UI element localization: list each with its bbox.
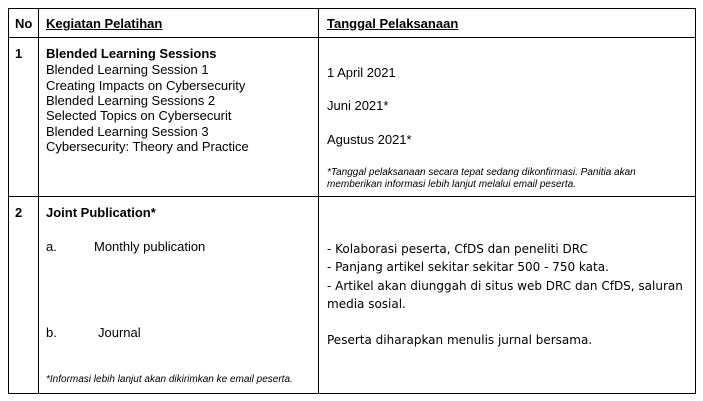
row1-item: Creating Impacts on Cybersecurity (46, 78, 246, 93)
row1-date-april: 1 April 2021 (327, 65, 396, 80)
table-divider-header (8, 37, 696, 38)
row1-no: 1 (15, 46, 23, 61)
row2-detail: - Artikel akan diunggah di situs web DRC dan CfDS, saluran (327, 279, 683, 293)
table-col-divider-2 (318, 8, 319, 394)
row2-item-b-label: Journal (98, 325, 141, 340)
table-border-right (695, 8, 696, 394)
row2-detail: - Kolaborasi peserta, CfDS dan peneliti DRC (327, 242, 588, 256)
row2-title: Joint Publication* (46, 205, 156, 220)
row2-detail: - Panjang artikel sekitar sekitar 500 - 750 kata. (327, 260, 609, 274)
row2-item-b-marker: b. (46, 325, 57, 340)
table-col-divider-1 (38, 8, 39, 394)
row1-title: Blended Learning Sessions (46, 46, 217, 61)
table-border-bottom (8, 393, 696, 394)
row2-item-a-label: Monthly publication (94, 239, 206, 254)
row2-journal-detail: Peserta diharapkan menulis jurnal bersama. (327, 333, 593, 347)
row2-no: 2 (15, 205, 23, 220)
row1-item: Blended Learning Session 3 (46, 124, 209, 139)
table-border-left (8, 8, 9, 394)
row1-date-juni: Juni 2021* (327, 98, 389, 113)
row1-item: Blended Learning Session 1 (46, 62, 209, 77)
table-border-top (8, 8, 696, 9)
header-kegiatan: Kegiatan Pelatihan (46, 16, 163, 31)
row1-date-agustus: Agustus 2021* (327, 132, 412, 147)
row2-note: *Informasi lebih lanjut akan dikirimkan ke email peserta. (46, 374, 293, 385)
row1-item: Cybersecurity: Theory and Practice (46, 139, 249, 154)
row2-item-a-marker: a. (46, 239, 57, 254)
row2-detail: media sosial. (327, 297, 406, 311)
row1-item: Selected Topics on Cybersecurit (46, 108, 232, 123)
table-divider-row1 (8, 196, 696, 197)
row1-item: Blended Learning Sessions 2 (46, 93, 216, 108)
row1-note-line2: memberikan informasi lebih lanjut melalui email peserta. (327, 179, 576, 190)
header-tanggal: Tanggal Pelaksanaan (327, 16, 459, 31)
header-no: No (15, 16, 33, 31)
row1-note-line1: *Tanggal pelaksanaan secara tepat sedang dikonfirmasi. Panitia akan (327, 167, 636, 178)
